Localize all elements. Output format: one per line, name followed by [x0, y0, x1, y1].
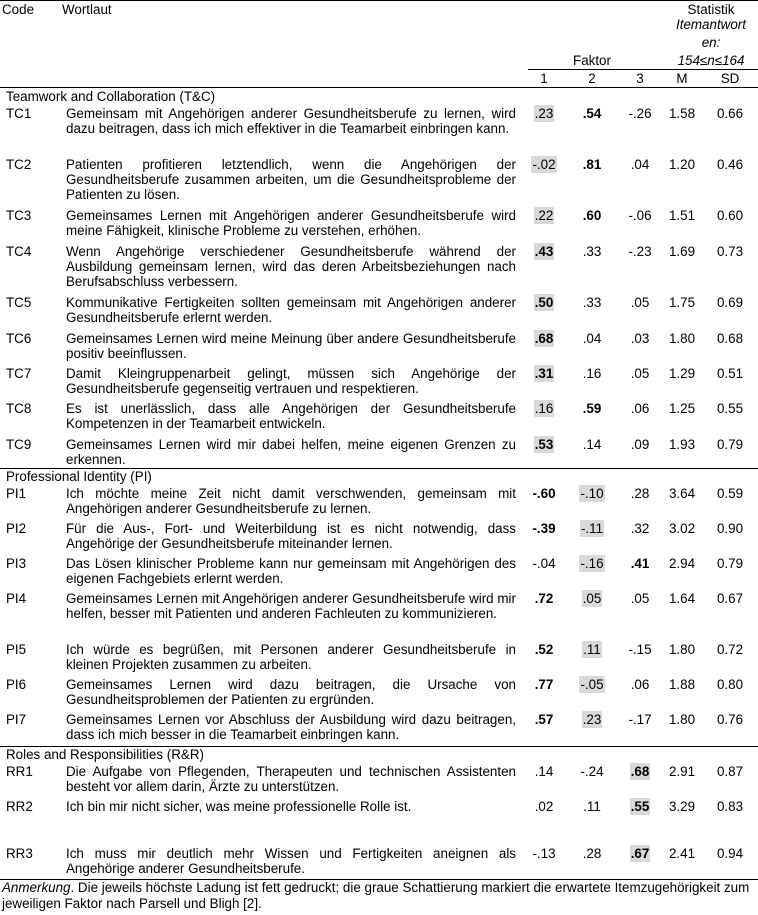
loading-factor-2-cell [570, 799, 614, 814]
section-title: Professional Identity (PI) [6, 469, 152, 484]
header-bottom-rule [0, 87, 758, 88]
note-label: Anmerkung [2, 880, 71, 895]
item-sd: 0.76 [716, 712, 744, 727]
loading-factor-1: .52 [534, 642, 554, 657]
loading-factor-2: -.10 [580, 486, 604, 501]
loading-factor-3-cell [618, 244, 662, 259]
item-sd: 0.67 [716, 591, 744, 606]
item-code: PI6 [6, 677, 27, 692]
loading-factor-1-cell [522, 208, 566, 223]
loading-factor-3-cell [618, 208, 662, 223]
note-text: . Die jeweils höchste Ladung ist fett gedruckt; die graue Schattierung markiert die erwartete Itemzugehörigkeit zum jeweiligen Faktor nach Parsell und Bligh [2]. [2, 880, 750, 911]
item-text: Gemeinsames Lernen mit Angehörigen anderer Gesundheitsberufe wird mir helfen, besser mit Patienten und anderen Fachleuten zu kommunizieren. [66, 591, 516, 621]
item-text: Kommunikative Fertigkeiten sollten gemeinsam mit Angehörigen anderer Gesundheitsberufe erlernt werden. [66, 295, 516, 325]
loading-factor-1-cell [522, 556, 566, 571]
item-mean-cell [660, 556, 704, 571]
item-code: RR2 [6, 799, 33, 814]
item-text: Patienten profitieren letztendlich, wenn die Angehörigen der Gesundheitsberufe zusammen arbeiten, um die Gesundheitsprobleme der Patienten zu lösen. [66, 157, 516, 202]
loading-factor-2: .59 [582, 401, 602, 416]
loading-factor-3: .67 [630, 846, 650, 861]
loading-factor-3: -.15 [628, 642, 652, 657]
loading-factor-2: -.05 [580, 677, 604, 692]
loading-factor-3: .68 [630, 764, 650, 779]
item-sd: 0.68 [716, 331, 744, 346]
item-mean-cell [660, 244, 704, 259]
item-mean: 3.02 [668, 521, 696, 536]
loading-factor-1: .31 [534, 366, 554, 381]
item-text: Gemeinsames Lernen wird dazu beitragen, die Ursache von Gesundheitsproblemen der Patienten zu ergründen. [66, 677, 516, 707]
item-mean-cell [660, 764, 704, 779]
item-mean: 3.29 [668, 799, 696, 814]
loading-factor-1: .53 [534, 437, 554, 452]
loading-factor-1-cell [522, 764, 566, 779]
loading-factor-1: .72 [534, 591, 554, 606]
item-text: Gemeinsames Lernen vor Abschluss der Ausbildung wird dazu beitragen, dass ich mich besser in die Teamarbeit einbringen kann. [66, 712, 516, 742]
item-text: Es ist unerlässlich, dass alle Angehörigen der Gesundheitsberufe Kompetenzen in der Teamarbeit entwickeln. [66, 401, 516, 431]
item-sd: 0.79 [716, 556, 744, 571]
loading-factor-1-cell [522, 846, 566, 861]
item-mean-cell [660, 331, 704, 346]
loading-factor-2-cell [570, 556, 614, 571]
header-faktor: Faktor [573, 53, 611, 68]
item-code: PI2 [6, 521, 27, 536]
loading-factor-2-cell [570, 764, 614, 779]
header-code: Code [2, 2, 35, 17]
item-sd: 0.83 [716, 799, 744, 814]
loading-factor-1: .14 [534, 764, 554, 779]
item-mean-cell [660, 521, 704, 536]
loading-factor-2-cell [570, 366, 614, 381]
item-code: PI3 [6, 556, 27, 571]
header-factor-1: 1 [540, 71, 548, 86]
item-text: Gemeinsames Lernen wird meine Meinung über andere Gesundheitsberufe positiv beeinflussen. [66, 331, 516, 361]
loading-factor-1: .77 [534, 677, 554, 692]
loading-factor-1: .68 [534, 331, 554, 346]
loading-factor-1: -.39 [532, 521, 556, 536]
item-sd: 0.80 [716, 677, 744, 692]
item-code: TC9 [6, 437, 32, 452]
loading-factor-3-cell [618, 437, 662, 452]
item-mean-cell [660, 486, 704, 501]
loading-factor-2-cell [570, 521, 614, 536]
table-header [0, 0, 758, 88]
item-mean-cell [660, 437, 704, 452]
item-text: Ich bin mir nicht sicher, was meine professionelle Rolle ist. [66, 799, 412, 814]
loading-factor-1-cell [522, 295, 566, 310]
item-sd-cell [708, 208, 752, 223]
loading-factor-1: .22 [534, 208, 554, 223]
item-sd-cell [708, 437, 752, 452]
loading-factor-3: -.26 [628, 106, 652, 121]
item-code: TC5 [6, 295, 32, 310]
item-text: Damit Kleingruppenarbeit gelingt, müssen sich Angehörige der Gesundheitsberufe gegenseitig vertrauen und respektieren. [66, 366, 516, 396]
loading-factor-1: .16 [534, 401, 554, 416]
item-code: TC1 [6, 106, 32, 121]
item-mean: 1.29 [668, 366, 696, 381]
loading-factor-2: -.11 [580, 521, 604, 536]
item-code: TC8 [6, 401, 32, 416]
item-mean: 1.80 [668, 712, 696, 727]
item-mean-cell [660, 401, 704, 416]
loading-factor-1-cell [522, 677, 566, 692]
loading-factor-2-cell [570, 295, 614, 310]
item-mean-cell [660, 677, 704, 692]
header-statistik: Statistik [687, 2, 735, 17]
item-sd: 0.60 [716, 208, 744, 223]
loading-factor-2: .28 [582, 846, 602, 861]
loading-factor-1-cell [522, 486, 566, 501]
item-sd-cell [708, 642, 752, 657]
header-factor-2: 2 [588, 71, 596, 86]
loading-factor-2: .81 [582, 157, 602, 172]
item-mean: 1.25 [668, 401, 696, 416]
loading-factor-2: .33 [582, 244, 602, 259]
loading-factor-3: .55 [630, 799, 650, 814]
header-itemantwort: Itemantwort [676, 17, 746, 32]
item-code: TC3 [6, 208, 32, 223]
loading-factor-3-cell [618, 712, 662, 727]
loading-factor-2-cell [570, 486, 614, 501]
item-mean: 1.80 [668, 642, 696, 657]
loading-factor-3: .04 [630, 157, 650, 172]
item-sd: 0.59 [716, 486, 744, 501]
loading-factor-3-cell [618, 331, 662, 346]
item-mean: 1.69 [668, 244, 696, 259]
loading-factor-2: -.24 [580, 764, 604, 779]
loading-factor-3-cell [618, 846, 662, 861]
item-text: Ich muss mir deutlich mehr Wissen und Fertigkeiten aneignen als Angehörige anderer Gesundheitsberufe. [66, 846, 516, 876]
loading-factor-2-cell [570, 401, 614, 416]
loading-factor-3-cell [618, 799, 662, 814]
item-mean-cell [660, 208, 704, 223]
item-mean: 1.64 [668, 591, 696, 606]
item-sd-cell [708, 244, 752, 259]
loading-factor-2: -.16 [580, 556, 604, 571]
loading-factor-1-cell [522, 521, 566, 536]
loading-factor-3: .09 [630, 437, 650, 452]
loading-factor-3-cell [618, 764, 662, 779]
item-mean: 1.51 [668, 208, 696, 223]
item-mean: 1.80 [668, 331, 696, 346]
item-sd-cell [708, 591, 752, 606]
loading-factor-1: .23 [534, 106, 554, 121]
item-text: Das Lösen klinischer Probleme kann nur gemeinsam mit Angehörigen des eigenen Fachgebiets erlernt werden. [66, 556, 516, 586]
item-sd-cell [708, 366, 752, 381]
header-subrule [528, 69, 758, 70]
item-code: PI7 [6, 712, 27, 727]
table-note [2, 880, 752, 912]
item-sd-cell [708, 331, 752, 346]
loading-factor-1-cell [522, 401, 566, 416]
item-sd-cell [708, 712, 752, 727]
item-code: RR1 [6, 764, 33, 779]
loading-factor-3: -.23 [628, 244, 652, 259]
header-factor-3: 3 [636, 71, 644, 86]
item-sd-cell [708, 846, 752, 861]
loading-factor-1-cell [522, 642, 566, 657]
loading-factor-3-cell [618, 556, 662, 571]
item-mean: 1.20 [668, 157, 696, 172]
loading-factor-1-cell [522, 437, 566, 452]
loading-factor-2-cell [570, 106, 614, 121]
item-sd-cell [708, 157, 752, 172]
item-sd-cell [708, 521, 752, 536]
item-mean: 1.93 [668, 437, 696, 452]
item-sd: 0.94 [716, 846, 744, 861]
item-mean: 2.41 [668, 846, 696, 861]
loading-factor-1: .50 [534, 295, 554, 310]
loading-factor-1-cell [522, 157, 566, 172]
item-text: Für die Aus-, Fort- und Weiterbildung ist es nicht notwendig, dass Angehörige der Gesundheitsberufe miteinander lernen. [66, 521, 516, 551]
loading-factor-1-cell [522, 799, 566, 814]
loading-factor-3: .06 [630, 401, 650, 416]
loading-factor-2-cell [570, 591, 614, 606]
loading-factor-2: .54 [582, 106, 602, 121]
loading-factor-2: .60 [582, 208, 602, 223]
loading-factor-1-cell [522, 331, 566, 346]
item-code: RR3 [6, 846, 33, 861]
loading-factor-3: -.17 [628, 712, 652, 727]
header-mean: M [676, 71, 688, 86]
item-text: Gemeinsames Lernen mit Angehörigen anderer Gesundheitsberufe wird meine Fähigkeit, klinische Probleme zu verstehen, erhöhen. [66, 208, 516, 238]
item-mean-cell [660, 295, 704, 310]
loading-factor-3-cell [618, 486, 662, 501]
loading-factor-3-cell [618, 366, 662, 381]
loading-factor-3-cell [618, 591, 662, 606]
loading-factor-2-cell [570, 846, 614, 861]
loading-factor-2: .11 [583, 799, 601, 814]
loading-factor-3-cell [618, 401, 662, 416]
loading-factor-3-cell [618, 642, 662, 657]
loading-factor-3: -.06 [628, 208, 652, 223]
loading-factor-2-cell [570, 712, 614, 727]
item-mean: 2.91 [668, 764, 696, 779]
loading-factor-3: .05 [630, 591, 650, 606]
item-mean-cell [660, 106, 704, 121]
loading-factor-2-cell [570, 437, 614, 452]
item-code: TC2 [6, 157, 32, 172]
item-sd: 0.69 [716, 295, 744, 310]
loading-factor-3-cell [618, 521, 662, 536]
item-code: PI4 [6, 591, 27, 606]
item-code: TC6 [6, 331, 32, 346]
loading-factor-3: .05 [630, 366, 650, 381]
loading-factor-1-cell [522, 106, 566, 121]
loading-factor-2: .23 [582, 712, 602, 727]
item-sd-cell [708, 401, 752, 416]
section-title: Teamwork and Collaboration (T&C) [6, 89, 216, 104]
item-mean-cell [660, 712, 704, 727]
header-en: en: [701, 35, 721, 50]
item-code: PI5 [6, 642, 27, 657]
header-range: 154≤n≤164 [677, 53, 745, 68]
loading-factor-2-cell [570, 642, 614, 657]
item-mean: 1.58 [668, 106, 696, 121]
loading-factor-1-cell [522, 591, 566, 606]
item-mean-cell [660, 157, 704, 172]
item-sd: 0.46 [716, 157, 744, 172]
loading-factor-1: -.13 [532, 846, 556, 861]
loading-factor-2: .14 [582, 437, 602, 452]
loading-factor-2: .11 [583, 642, 601, 657]
item-mean: 1.75 [668, 295, 696, 310]
header-wording: Wortlaut [62, 2, 112, 17]
loading-factor-1: -.60 [532, 486, 556, 501]
item-sd-cell [708, 764, 752, 779]
loading-factor-3-cell [618, 295, 662, 310]
item-sd-cell [708, 106, 752, 121]
loading-factor-3: .28 [630, 486, 650, 501]
item-mean: 2.94 [668, 556, 696, 571]
item-sd: 0.79 [716, 437, 744, 452]
item-text: Ich möchte meine Zeit nicht damit verschwenden, gemeinsam mit Angehörigen anderer Gesundheitsberufe zu lernen. [66, 486, 516, 516]
loading-factor-1-cell [522, 244, 566, 259]
loading-factor-2: .05 [582, 591, 602, 606]
item-mean-cell [660, 642, 704, 657]
loading-factor-3: .41 [630, 556, 650, 571]
item-sd: 0.55 [716, 401, 744, 416]
item-mean-cell [660, 366, 704, 381]
loading-factor-1: .02 [534, 799, 554, 814]
loading-factor-1-cell [522, 712, 566, 727]
loading-factor-3-cell [618, 106, 662, 121]
loading-factor-2-cell [570, 244, 614, 259]
loading-factor-3: .32 [630, 521, 650, 536]
item-code: PI1 [6, 486, 27, 501]
item-mean-cell [660, 799, 704, 814]
item-sd-cell [708, 677, 752, 692]
header-sd: SD [720, 71, 740, 86]
item-mean-cell [660, 591, 704, 606]
loading-factor-2-cell [570, 157, 614, 172]
loading-factor-3: .06 [630, 677, 650, 692]
loading-factor-3: .05 [630, 295, 650, 310]
item-sd: 0.87 [716, 764, 744, 779]
item-sd-cell [708, 295, 752, 310]
loading-factor-1: -.04 [532, 556, 556, 571]
loading-factor-2-cell [570, 331, 614, 346]
section-title: Roles and Responsibilities (R&R) [6, 747, 204, 762]
loading-factor-2: .16 [582, 366, 602, 381]
item-text: Ich würde es begrüßen, mit Personen anderer Gesundheitsberufe in kleinen Projekten zusammen zu arbeiten. [66, 642, 516, 672]
item-sd-cell [708, 799, 752, 814]
item-code: TC7 [6, 366, 32, 381]
loading-factor-2: .33 [582, 295, 602, 310]
item-sd: 0.51 [716, 366, 744, 381]
item-sd-cell [708, 486, 752, 501]
loading-factor-2: .04 [582, 331, 602, 346]
loading-factor-3-cell [618, 157, 662, 172]
item-sd: 0.66 [716, 106, 744, 121]
item-sd-cell [708, 556, 752, 571]
loading-factor-3: .03 [630, 331, 650, 346]
item-mean-cell [660, 846, 704, 861]
loading-factor-1: .57 [534, 712, 554, 727]
item-mean: 3.64 [668, 486, 696, 501]
loading-factor-1: -.02 [532, 157, 556, 172]
top-rule [0, 0, 758, 1]
loading-factor-1-cell [522, 366, 566, 381]
item-sd: 0.73 [716, 244, 744, 259]
item-sd: 0.90 [716, 521, 744, 536]
item-sd: 0.72 [716, 642, 744, 657]
item-mean: 1.88 [668, 677, 696, 692]
item-code: TC4 [6, 244, 32, 259]
loading-factor-2-cell [570, 677, 614, 692]
loading-factor-3-cell [618, 677, 662, 692]
item-text: Wenn Angehörige verschiedener Gesundheitsberufe während der Ausbildung gemeinsam lernen, wird das deren Arbeitsbeziehungen nach Berufsabschluss verbessern. [66, 244, 516, 289]
loading-factor-2-cell [570, 208, 614, 223]
loading-factor-1: .43 [534, 244, 554, 259]
item-text: Gemeinsam mit Angehörigen anderer Gesundheitsberufe zu lernen, wird dazu beitragen, dass ich mich effektiver in die Teamarbeit einbringen kann. [66, 106, 516, 136]
item-text: Die Aufgabe von Pflegenden, Therapeuten und technischen Assistenten besteht vor allem darin, Ärzte zu unterstützen. [66, 764, 516, 794]
item-text: Gemeinsames Lernen wird mir dabei helfen, meine eigenen Grenzen zu erkennen. [66, 437, 516, 467]
